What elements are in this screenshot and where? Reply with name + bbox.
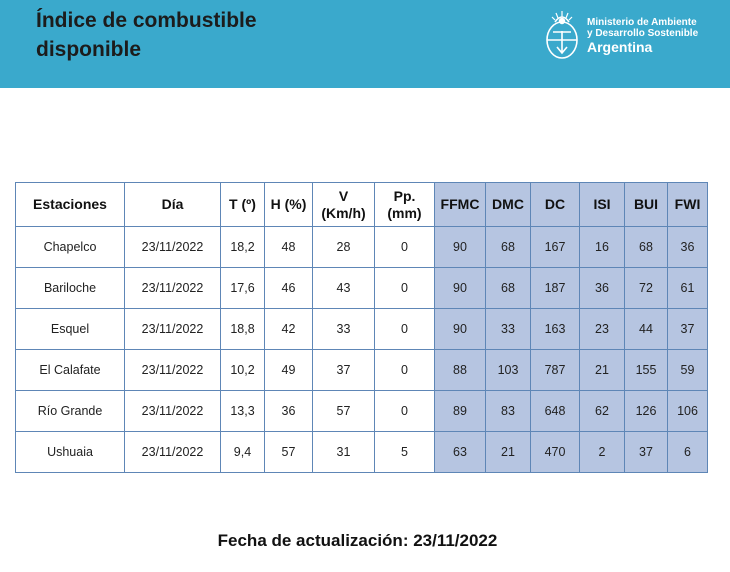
cell-bui: 68 [625,227,668,268]
cell-hum: 36 [265,391,313,432]
cell-bui: 126 [625,391,668,432]
cell-temp: 18,8 [221,309,265,350]
ministry-name [587,17,698,56]
cell-hum: 46 [265,268,313,309]
cell-isi: 21 [580,350,625,391]
col-header-viento [313,183,375,227]
cell-estacion: Esquel [16,309,125,350]
cell-estacion: Ushuaia [16,432,125,473]
cell-pp: 0 [375,227,435,268]
cell-dc: 187 [531,268,580,309]
cell-pp: 0 [375,391,435,432]
col-header-dia: Día [125,183,221,227]
cell-viento: 31 [313,432,375,473]
cell-fwi: 61 [668,268,708,309]
col-header-estaciones: Estaciones [16,183,125,227]
cell-isi: 36 [580,268,625,309]
cell-ffmc: 90 [435,268,486,309]
cell-fwi: 106 [668,391,708,432]
cell-estacion: El Calafate [16,350,125,391]
fuel-index-table [15,182,708,473]
cell-fwi: 36 [668,227,708,268]
cell-isi: 2 [580,432,625,473]
col-header-hum: H (%) [265,183,313,227]
cell-estacion: Bariloche [16,268,125,309]
argentina-seal-icon [543,9,581,63]
cell-dmc: 83 [486,391,531,432]
cell-pp: 5 [375,432,435,473]
col-header-viento-line2: (Km/h) [321,204,366,221]
cell-dmc: 33 [486,309,531,350]
cell-fwi: 59 [668,350,708,391]
cell-pp: 0 [375,268,435,309]
cell-temp: 17,6 [221,268,265,309]
page-title-line2: disponible [36,38,141,61]
cell-dmc: 68 [486,227,531,268]
cell-temp: 13,3 [221,391,265,432]
cell-ffmc: 89 [435,391,486,432]
cell-isi: 23 [580,309,625,350]
cell-isi: 16 [580,227,625,268]
cell-hum: 42 [265,309,313,350]
page-title-line1: Índice de combustible [36,9,257,32]
cell-hum: 49 [265,350,313,391]
col-header-dc: DC [531,183,580,227]
col-header-pp-line1: Pp. [393,187,416,204]
col-header-bui: BUI [625,183,668,227]
cell-hum: 48 [265,227,313,268]
cell-fwi: 37 [668,309,708,350]
cell-estacion: Río Grande [16,391,125,432]
col-header-isi: ISI [580,183,625,227]
cell-viento: 37 [313,350,375,391]
cell-ffmc: 63 [435,432,486,473]
col-header-pp [375,183,435,227]
cell-viento: 43 [313,268,375,309]
cell-temp: 18,2 [221,227,265,268]
col-header-ffmc: FFMC [435,183,486,227]
cell-dc: 787 [531,350,580,391]
cell-bui: 44 [625,309,668,350]
cell-pp: 0 [375,350,435,391]
table-header-row [16,183,708,227]
cell-ffmc: 90 [435,227,486,268]
ministry-name-line1: Ministerio de Ambiente [587,16,697,28]
cell-bui: 155 [625,350,668,391]
cell-viento: 33 [313,309,375,350]
table-row [16,227,708,268]
table-row [16,432,708,473]
cell-dc: 470 [531,432,580,473]
cell-ffmc: 88 [435,350,486,391]
table-row [16,391,708,432]
ministry-brand [543,8,698,64]
cell-temp: 10,2 [221,350,265,391]
table-row [16,268,708,309]
col-header-fwi: FWI [668,183,708,227]
update-date: Fecha de actualización: 23/11/2022 [217,531,498,550]
cell-dia: 23/11/2022 [125,432,221,473]
cell-dc: 167 [531,227,580,268]
cell-isi: 62 [580,391,625,432]
cell-temp: 9,4 [221,432,265,473]
cell-viento: 28 [313,227,375,268]
cell-dia: 23/11/2022 [125,309,221,350]
table-row [16,350,708,391]
col-header-dmc: DMC [486,183,531,227]
cell-dmc: 68 [486,268,531,309]
cell-dc: 163 [531,309,580,350]
page-title [36,6,257,64]
cell-bui: 37 [625,432,668,473]
cell-hum: 57 [265,432,313,473]
header-banner [0,0,730,88]
cell-viento: 57 [313,391,375,432]
table-row [16,309,708,350]
cell-dia: 23/11/2022 [125,268,221,309]
cell-dia: 23/11/2022 [125,350,221,391]
cell-pp: 0 [375,309,435,350]
cell-dia: 23/11/2022 [125,227,221,268]
col-header-temp: T (º) [221,183,265,227]
cell-dc: 648 [531,391,580,432]
cell-dia: 23/11/2022 [125,391,221,432]
cell-bui: 72 [625,268,668,309]
cell-ffmc: 90 [435,309,486,350]
cell-fwi: 6 [668,432,708,473]
col-header-pp-line2: (mm) [387,204,422,221]
cell-dmc: 103 [486,350,531,391]
ministry-name-line2: y Desarrollo Sostenible [587,27,699,39]
cell-estacion: Chapelco [16,227,125,268]
cell-dmc: 21 [486,432,531,473]
col-header-viento-line1: V [338,187,349,204]
country-name: Argentina [587,38,653,55]
